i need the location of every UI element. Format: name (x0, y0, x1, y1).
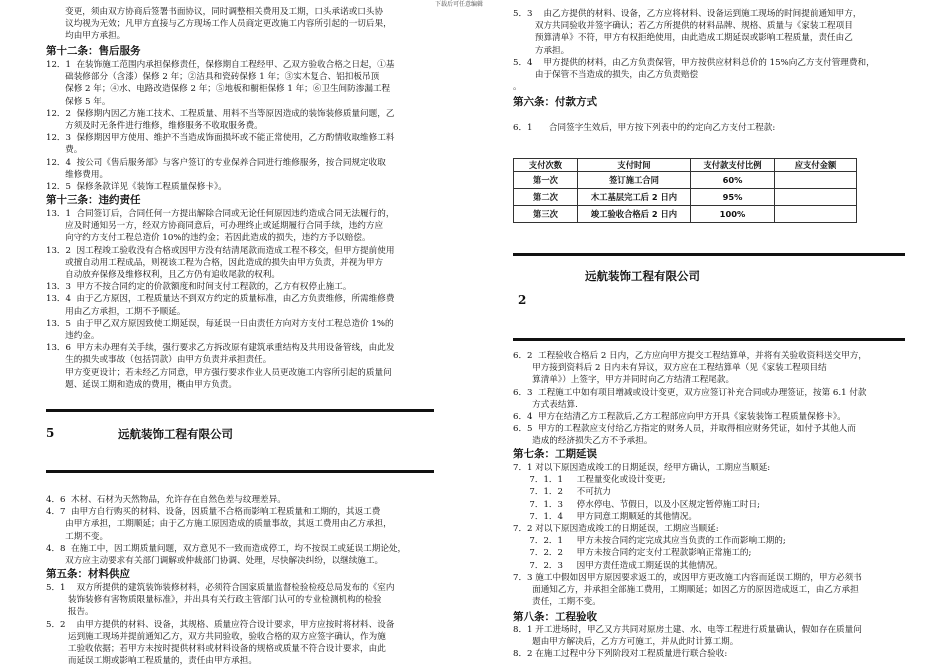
table-header-cell: 支付款支付比例 (691, 159, 775, 172)
text-line: 7．3 施工中假如因甲方原因要求返工的，或因甲方更改施工内容而延误工期的，甲方必须书 (513, 572, 862, 583)
text-line: 而延误工期或影响工程质量的，责任由甲方承担。 (46, 656, 257, 667)
text-line: 5．4 甲方提供的材料，由乙方负责保管，甲方按供应材料总价的 15%向乙方支付管理费和， (513, 57, 875, 68)
page-rule (46, 470, 434, 473)
text-line: 方承担。 (513, 45, 570, 56)
table-cell (775, 206, 857, 223)
text-line: 13．6 甲方未办理有关手续，强行要求乙方拆改原有建筑承重结构及共用设备管线，由此发 (46, 343, 395, 354)
text-line: 工验收依据；若甲方未按时提供材料或材料设备的规格或质量不符合设计要求，由此 (46, 644, 386, 655)
article-6-body (513, 350, 909, 448)
article-5-body (46, 582, 438, 667)
table-header-cell: 支付时间 (578, 159, 691, 172)
heading-article-7: 第七条：工期延误 (513, 448, 597, 460)
page-number: 2 (518, 293, 527, 307)
heading-article-13: 第十三条：违约责任 (46, 194, 141, 206)
payment-table (513, 158, 857, 223)
text-line: 5．3 由乙方提供的材料、设备，乙方应将材料、设备运到施工现场的时间提前通知甲方， (513, 9, 862, 19)
table-header-cell: 支付次数 (514, 159, 578, 172)
table-cell: 60% (691, 172, 775, 189)
text-line: 责任，工期不变。 (513, 597, 601, 608)
text-line: 13．2 因工程竣工验收没有合格或因甲方没有结清尾款而造成工程不移交，但甲方提前使用 (46, 245, 395, 256)
text-line: 方式表结算. (513, 399, 578, 410)
table-cell: 第三次 (514, 206, 578, 223)
text-line: 用由乙方承担，工期不予顺延。 (46, 306, 186, 317)
text-line: 工期不变。 (46, 531, 109, 542)
table-cell: 第二次 (514, 189, 578, 206)
table-cell: 95% (691, 189, 775, 206)
text-line: 方须及时无条件进行维修，维修服务不收取服务费。 (46, 121, 263, 132)
company-name: 远航装饰工程有限公司 (585, 269, 700, 283)
text-line: 面通知乙方，并承担全部施工费用，工期顺延；如因乙方的原因造成返工，由乙方承担 (513, 585, 859, 596)
heading-article-8: 第八条：工程验收 (513, 611, 597, 623)
text-line: 保修 5 年。 (46, 96, 111, 107)
text-line: 。 (513, 82, 522, 93)
clause-11-tail (46, 6, 438, 43)
text-line: 甲方变更设计；若未经乙方同意，甲方强行要求作业人员更改施工内容所引起的质量问 (46, 367, 392, 378)
text-line: 向守约方支付工程总造价 10%的违约金；若因此造成的损失，违约方予以赔偿。 (46, 233, 371, 244)
text-line: 保修 2 年；④水、电路改造保修 2 年；⑤地板和橱柜保修 1 年；⑥卫生间防渗漏工程 (46, 84, 391, 95)
table-cell: 100% (691, 206, 775, 223)
table-cell (775, 172, 857, 189)
text-line: 6．3 工程施工中如有项目增减或设计变更，双方应签订补充合同或办理签证，按第 6.1 付款 (513, 387, 867, 398)
heading-article-12: 第十二条：售后服务 (46, 45, 141, 57)
article-12-body (46, 59, 438, 193)
text-line: 算清单》）上签字，甲方并同时向乙方结清工程尾款。 (513, 375, 735, 386)
text-line: 变更，须由双方协商后签署书面协议，同时调整相关费用及工期，口头承诺或口头协 (46, 7, 384, 17)
text-line: 4．8 在施工中，因工期质量问题，双方意见不一致而造成停工，均不按误工或延误工期论处， (46, 543, 407, 554)
text-line: 应及时通知另一方，经双方协商同意后，可办理终止或延期履行合同手续，违约方应 (46, 221, 384, 232)
text-line: 运到施工现场并提前通知乙方，双方共同验收，验收合格的双方应签字确认，作为施 (46, 631, 386, 642)
text-line: 7．1．2 不可抗力 (513, 487, 612, 498)
table-header-row (514, 159, 857, 172)
text-line: 预算清单》不符，甲方有权拒绝使用，由此造成工期延误或影响工程质量，责任由乙 (513, 33, 853, 44)
heading-article-6: 第六条：付款方式 (513, 96, 597, 108)
text-line: 12．4 按公司《售后服务部》与客户签订的专业保养合同进行维修服务，按合同规定收取 (46, 157, 386, 168)
article-7-body (513, 462, 909, 608)
text-line: 均由甲方承担。 (46, 31, 126, 42)
table-cell (775, 189, 857, 206)
text-line: 8．1 开工进场时，甲乙又方共同对原房土建、水、电等工程进行质量确认，假如存在质量问 (513, 625, 862, 635)
text-line: 础装修部分（含漆）保修 2 年；②洁具和瓷砖保修 1 年；③实木复合、铝扣板吊顶 (46, 72, 380, 83)
text-line: 由甲方承担，工期顺延；由于乙方施工原因造成的质量事故，其返工费用由乙方承担， (46, 519, 392, 530)
table-row (514, 206, 857, 223)
article-5-cont (513, 8, 909, 93)
text-line: 7．1 对以下原因造成竣工的日期延误，经甲方确认，工期应当顺延: (513, 463, 771, 473)
download-note: 下载后可任意编辑 (435, 1, 484, 8)
page-rule (513, 338, 905, 341)
table-row (514, 189, 857, 206)
text-line: 议均视为无效；凡甲方直接与乙方现场工作人员商定更改施工内容所引起的一切后果， (46, 19, 392, 30)
text-line: 12．5 保修条款详见《装饰工程质量保修卡》。 (46, 182, 227, 193)
text-line: 费。 (46, 145, 83, 156)
table-cell: 第一次 (514, 172, 578, 189)
payment-intro: 6．1 合同签字生效后，甲方按下列表中的约定向乙方支付工程款: (513, 123, 776, 133)
text-line: 13．4 由于乙方原因，工程质量达不到双方约定的质量标准，由乙方负责维修，所需维修费 (46, 294, 395, 305)
page-rule (46, 409, 434, 412)
text-line: 由于保管不当造成的损失，由乙方负责赔偿 (513, 70, 699, 81)
text-line: 造成的经济损失乙方不予承担。 (513, 436, 653, 447)
text-line: 7．2．1 甲方未按合同约定完成其应当负责的工作而影响工期的; (513, 536, 786, 547)
text-line: 维修费用。 (46, 169, 109, 180)
table-cell: 竣工验收合格后 2 日内 (578, 206, 691, 223)
company-name: 远航装饰工程有限公司 (118, 427, 233, 441)
text-line: 或擅自动用工程成品，则视该工程为合格，因此造成的损失由甲方负责，并视为甲方 (46, 257, 384, 268)
text-line: 4．6 木材、石材为天然物品，允许存在自然色差与纹理差异。 (46, 495, 286, 505)
text-line: 7．1．4 甲方同意工期顺延的其他情况。 (513, 511, 697, 522)
text-line: 双方共同验收并签字确认；若乙方所提供的材料品牌、规格、质量与《家装工程项目 (513, 21, 853, 32)
text-line: 装饰装修有害物质限量标准》，并出具有关行政主管部门认可的专业检测机构的检验 (46, 595, 382, 606)
page-number: 5 (46, 426, 55, 440)
table-row (514, 172, 857, 189)
text-line: 12．2 保修期内因乙方施工技术、工程质量、用料不当等原因造成的装饰装修质量问题，乙 (46, 108, 395, 119)
text-line: 6．4 甲方在结清乙方工程款后,乙方工程部应向甲方开具《家装装饰工程质量保修卡》。 (513, 412, 846, 423)
text-line: 4．7 由甲方自行购买的材料、设备，因质量不合格而影响工程质量和工期的，其返工费 (46, 507, 381, 518)
text-line: 双方应主动要求有关部门调解或仲裁部门协调、处理，尽快解决纠纷，以继续施工。 (46, 556, 384, 567)
text-line: 甲方接到资料后 2 日内未有异议，双方应在工程结算单（见《家装工程项目结 (513, 363, 827, 374)
text-line: 生的损失或事故（包括罚款）由甲方负责并承担责任。 (46, 355, 272, 366)
text-line: 违约金。 (46, 331, 100, 342)
text-line: 报告。 (46, 607, 94, 618)
text-line: 13．1 合同签订后，合同任何一方提出解除合同或无论任何原因违约造成合同无法履行的， (46, 209, 395, 219)
text-line: 7．1．3 停水停电、节假日，以及小区规定暂停施工时日; (513, 499, 761, 510)
text-line: 题、延误工期和造成的费用，概由甲方负责。 (46, 379, 237, 390)
article-4-tail (46, 494, 438, 567)
heading-article-5: 第五条：材料供应 (46, 568, 130, 580)
text-line: 12．3 保修期因甲方使用、维护不当造成饰面损坏或不能正常使用，乙方酌情收取维修工料 (46, 133, 395, 144)
text-line: 12．1 在装饰施工范围内承担保修责任，保修期自工程经甲、乙双方验收合格之日起，①基 (46, 60, 395, 70)
text-line: 7．2．3 因甲方责任造成工期延误的其他情况。 (513, 560, 723, 571)
text-line: 13．5 由于甲乙双方原因致使工期延误，每延误一日由责任方向对方支付工程总造价 1%的 (46, 318, 394, 329)
text-line: 7．1．1 工程量变化或设计变更; (513, 475, 666, 486)
text-line: 7．2 对以下原因造成竣工的日期延误，工期应当顺延: (513, 524, 719, 535)
text-line: 13．3 甲方不按合同约定的价款额度和时间支付工程款的，乙方有权停止施工。 (46, 282, 352, 293)
article-8-body (513, 624, 909, 661)
table-cell: 签订施工合同 (578, 172, 691, 189)
table-cell: 木工基层完工后 2 日内 (578, 189, 691, 206)
table-header-cell: 应支付金额 (775, 159, 857, 172)
text-line: 7．2．2 甲方未按合同约定支付工程款影响正常施工的; (513, 548, 752, 559)
text-line: 5．1 双方所提供的建筑装饰装修材料，必须符合国家质量监督检验检疫总局发布的《室内 (46, 583, 395, 593)
text-line: 题由甲方解决后，乙方方可施工，并从此时计算工期。 (513, 637, 739, 648)
text-line: 6．5 甲方的工程款应支付给乙方指定的财务人员，并取得相应财务凭证，如付予其他人而 (513, 424, 856, 435)
page-rule (513, 253, 905, 256)
text-line: 6．2 工程验收合格后 2 日内，乙方应向甲方提交工程结算单，并将有关验收资料送交甲方， (513, 351, 867, 361)
text-line: 自动放弃保修及维修权利，且乙方仍有追收尾款的权利。 (46, 270, 280, 281)
article-13-body (46, 208, 438, 391)
text-line: 8．2 在施工过程中分下列阶段对工程质量进行联合验收: (513, 649, 728, 660)
text-line: 5．2 由甲方提供的材料、设备，其规格、质量应符合设计要求，甲方应按时将材料、设备 (46, 619, 395, 630)
